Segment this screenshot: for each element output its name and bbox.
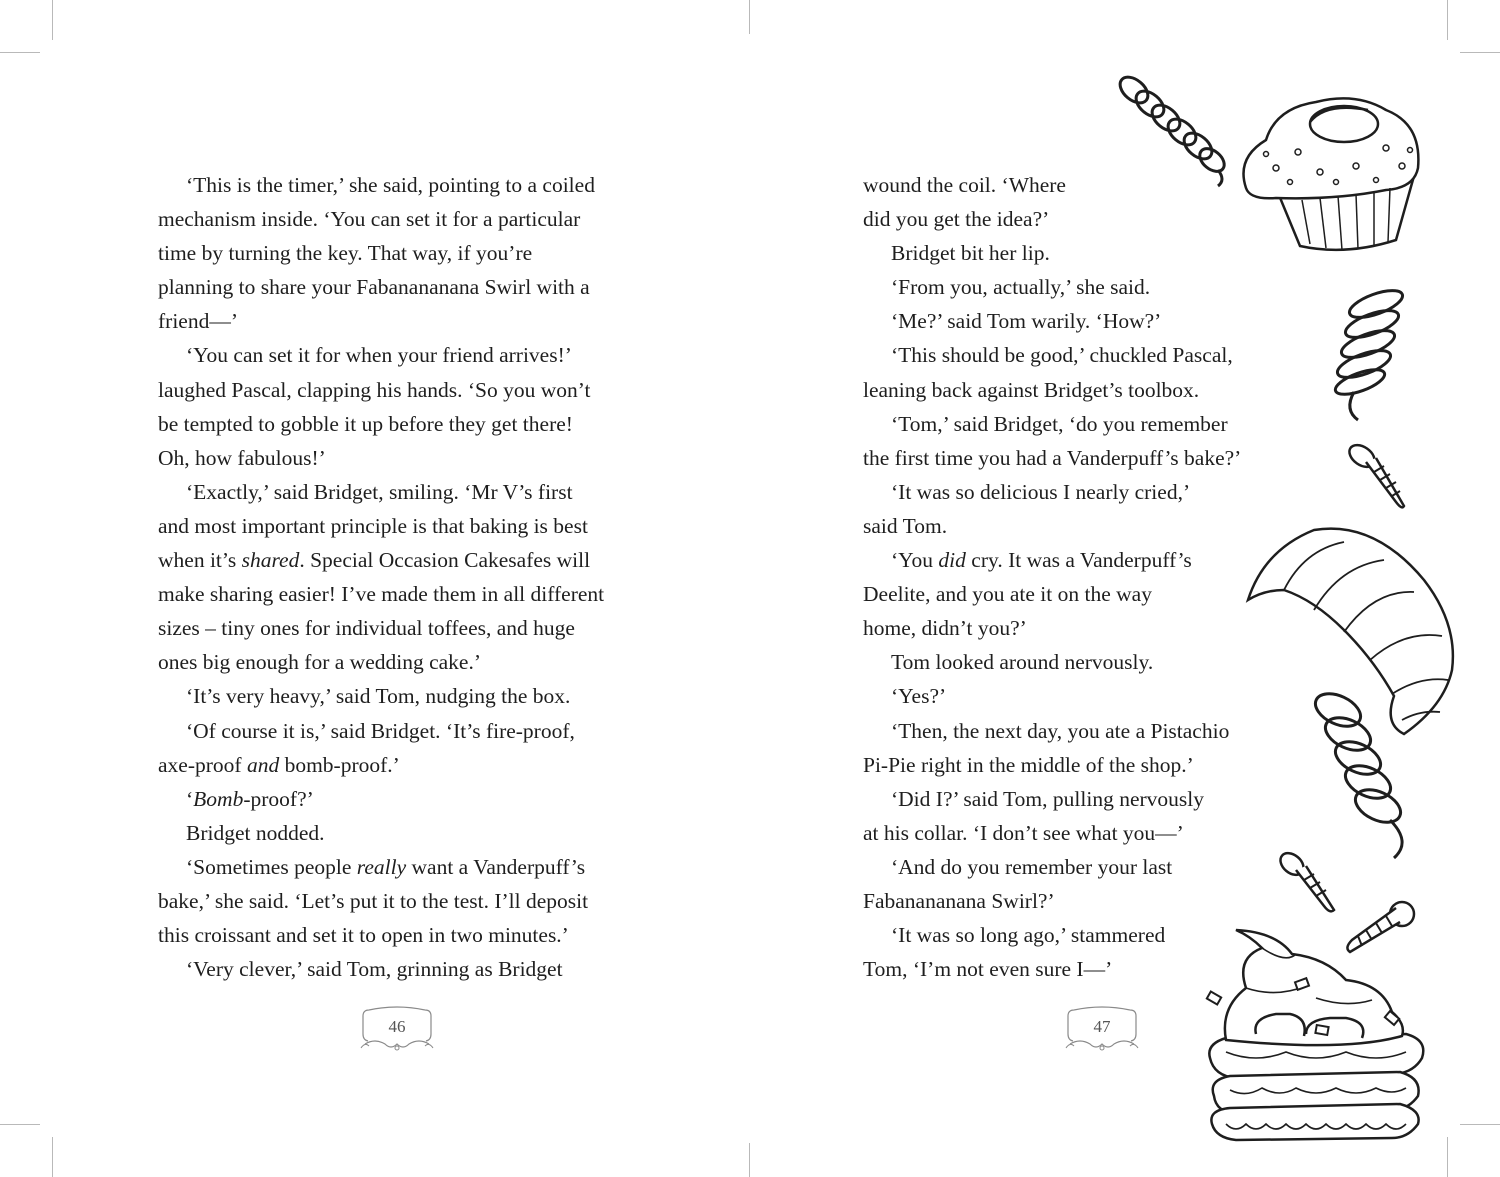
text-line: [158, 441, 658, 475]
italic-text: Bomb: [193, 786, 244, 811]
text-line: [863, 577, 1283, 611]
text-line: [863, 202, 1283, 236]
text-segment: . Special Occasion Cakesafes will: [299, 548, 591, 573]
text-line: [158, 543, 658, 577]
text-segment: ‘Yes?’: [891, 684, 947, 709]
italic-text: and: [246, 752, 280, 777]
text-segment: and most important principle is that baking is best: [158, 513, 588, 538]
text-line: [158, 202, 658, 236]
text-segment: ‘And do you remember your last: [891, 854, 1173, 879]
right-page-body-text: [863, 168, 1283, 986]
text-segment: be tempted to gobble it up before they get there!: [158, 411, 573, 436]
spring-coil-icon: [1112, 70, 1232, 190]
text-segment: Pi-Pie right in the middle of the shop.’: [863, 752, 1194, 777]
screw-icon: [1344, 436, 1414, 516]
text-segment: axe-proof: [158, 752, 247, 777]
text-segment: said Tom.: [863, 513, 948, 538]
text-line: [863, 338, 1283, 372]
text-line: [158, 373, 658, 407]
text-segment: ‘Did I?’ said Tom, pulling nervously: [891, 786, 1204, 811]
text-line: [863, 441, 1283, 475]
text-line: [158, 952, 658, 986]
text-line: [863, 679, 1283, 713]
text-line: [863, 373, 1283, 407]
text-segment: this croissant and set it to open in two minutes.’: [158, 923, 569, 948]
text-segment: sizes – tiny ones for individual toffees, and huge: [158, 616, 575, 641]
muffin-icon: [1236, 88, 1432, 258]
text-line: [863, 509, 1283, 543]
screw-icon: [1276, 846, 1348, 920]
text-segment: wound the coil. ‘Where: [863, 173, 1066, 197]
text-line: [863, 236, 1283, 270]
text-line: [158, 611, 658, 645]
text-line: [158, 816, 658, 850]
text-segment: time by turning the key. That way, if you’re: [158, 241, 533, 266]
text-line: [158, 509, 658, 543]
text-segment: ‘Tom,’ said Bridget, ‘do you remember: [891, 411, 1228, 436]
text-segment: Oh, how fabulous!’: [158, 445, 326, 470]
text-line: [863, 611, 1283, 645]
text-segment: ‘This should be good,’ chuckled Pascal,: [891, 343, 1233, 368]
text-segment: leaning back against Bridget’s toolbox.: [863, 377, 1200, 402]
italic-text: shared: [241, 548, 300, 573]
text-segment: ‘Of course it is,’ said Bridget. ‘It’s fire-proof,: [186, 718, 575, 743]
text-line: [863, 645, 1283, 679]
cream-cake-icon: [1196, 928, 1432, 1142]
text-line: [158, 782, 658, 816]
page-number: 47: [1093, 1017, 1111, 1036]
page-number: 46: [388, 1017, 406, 1036]
text-segment: bake,’ she said. ‘Let’s put it to the test. I’ll deposit: [158, 888, 589, 913]
spring-coil-icon: [1308, 692, 1420, 862]
text-segment: the first time you had a Vanderpuff’s bake?’: [863, 445, 1242, 470]
text-segment: Deelite, and you ate it on the way: [863, 582, 1152, 607]
text-line: [158, 714, 658, 748]
text-segment: did you get the idea?’: [863, 207, 1050, 232]
text-line: [863, 816, 1283, 850]
text-segment: Fabanananana Swirl?’: [863, 888, 1055, 913]
text-line: [863, 475, 1283, 509]
text-segment: ‘Very clever,’ said Tom, grinning as Bridget: [186, 957, 563, 982]
text-segment: home, didn’t you?’: [863, 616, 1027, 641]
text-line: [158, 475, 658, 509]
text-segment: ‘It was so delicious I nearly cried,’: [891, 479, 1191, 504]
text-line: [158, 850, 658, 884]
text-segment: cry. It was a Vanderpuff’s: [965, 548, 1192, 573]
text-segment: ‘Exactly,’ said Bridget, smiling. ‘Mr V’s first: [186, 479, 573, 504]
text-segment: ‘Sometimes people: [186, 854, 357, 879]
left-page-body-text: [158, 168, 658, 986]
text-segment: ‘This is the timer,’ she said, pointing to a coiled: [186, 173, 595, 197]
text-line: [158, 304, 658, 338]
text-line: [158, 577, 658, 611]
page-number-ornament: [1064, 1004, 1140, 1052]
text-segment: laughed Pascal, clapping his hands. ‘So you won’t: [158, 377, 591, 402]
text-line: [158, 338, 658, 372]
text-segment: Bridget bit her lip.: [891, 241, 1050, 266]
text-segment: bomb-proof.’: [279, 752, 400, 777]
text-line: [158, 236, 658, 270]
text-line: [863, 748, 1283, 782]
text-segment: when it’s: [158, 548, 242, 573]
text-segment: Bridget nodded.: [186, 820, 325, 845]
text-line: [158, 748, 658, 782]
text-line: [863, 782, 1283, 816]
text-segment: ones big enough for a wedding cake.’: [158, 650, 481, 675]
text-line: [863, 304, 1283, 338]
text-line: [158, 270, 658, 304]
text-segment: Tom looked around nervously.: [891, 650, 1154, 675]
text-line: [863, 407, 1283, 441]
text-line: [863, 884, 1283, 918]
text-line: [863, 850, 1283, 884]
text-segment: ‘Then, the next day, you ate a Pistachio: [891, 718, 1230, 743]
page-number-ornament: [359, 1004, 435, 1052]
text-segment: make sharing easier! I’ve made them in all different: [158, 582, 605, 607]
italic-text: really: [356, 854, 407, 879]
spring-coil-icon: [1324, 286, 1414, 426]
text-segment: ‘You can set it for when your friend arrives!’: [186, 343, 572, 368]
text-line: [158, 918, 658, 952]
text-segment: -proof?’: [243, 786, 314, 811]
text-segment: ‘It’s very heavy,’ said Tom, nudging the box.: [186, 684, 571, 709]
text-line: [158, 884, 658, 918]
text-segment: want a Vanderpuff’s: [406, 854, 586, 879]
text-segment: Tom, ‘I’m not even sure I—’: [863, 957, 1113, 982]
text-segment: at his collar. ‘I don’t see what you—’: [863, 820, 1184, 845]
italic-text: did: [938, 548, 966, 573]
text-segment: mechanism inside. ‘You can set it for a particular: [158, 207, 581, 232]
text-segment: ‘: [186, 786, 194, 811]
text-segment: ‘From you, actually,’ she said.: [891, 275, 1151, 300]
text-segment: ‘Me?’ said Tom warily. ‘How?’: [891, 309, 1162, 334]
text-line: [158, 407, 658, 441]
text-segment: friend—’: [158, 309, 238, 334]
text-segment: planning to share your Fabanananana Swirl with a: [158, 275, 590, 300]
text-line: [863, 270, 1283, 304]
text-line: [158, 679, 658, 713]
text-line: [158, 168, 658, 202]
text-line: [863, 714, 1283, 748]
text-segment: ‘You: [891, 548, 939, 573]
text-segment: ‘It was so long ago,’ stammered: [891, 923, 1166, 948]
text-line: [863, 543, 1283, 577]
text-line: [158, 645, 658, 679]
